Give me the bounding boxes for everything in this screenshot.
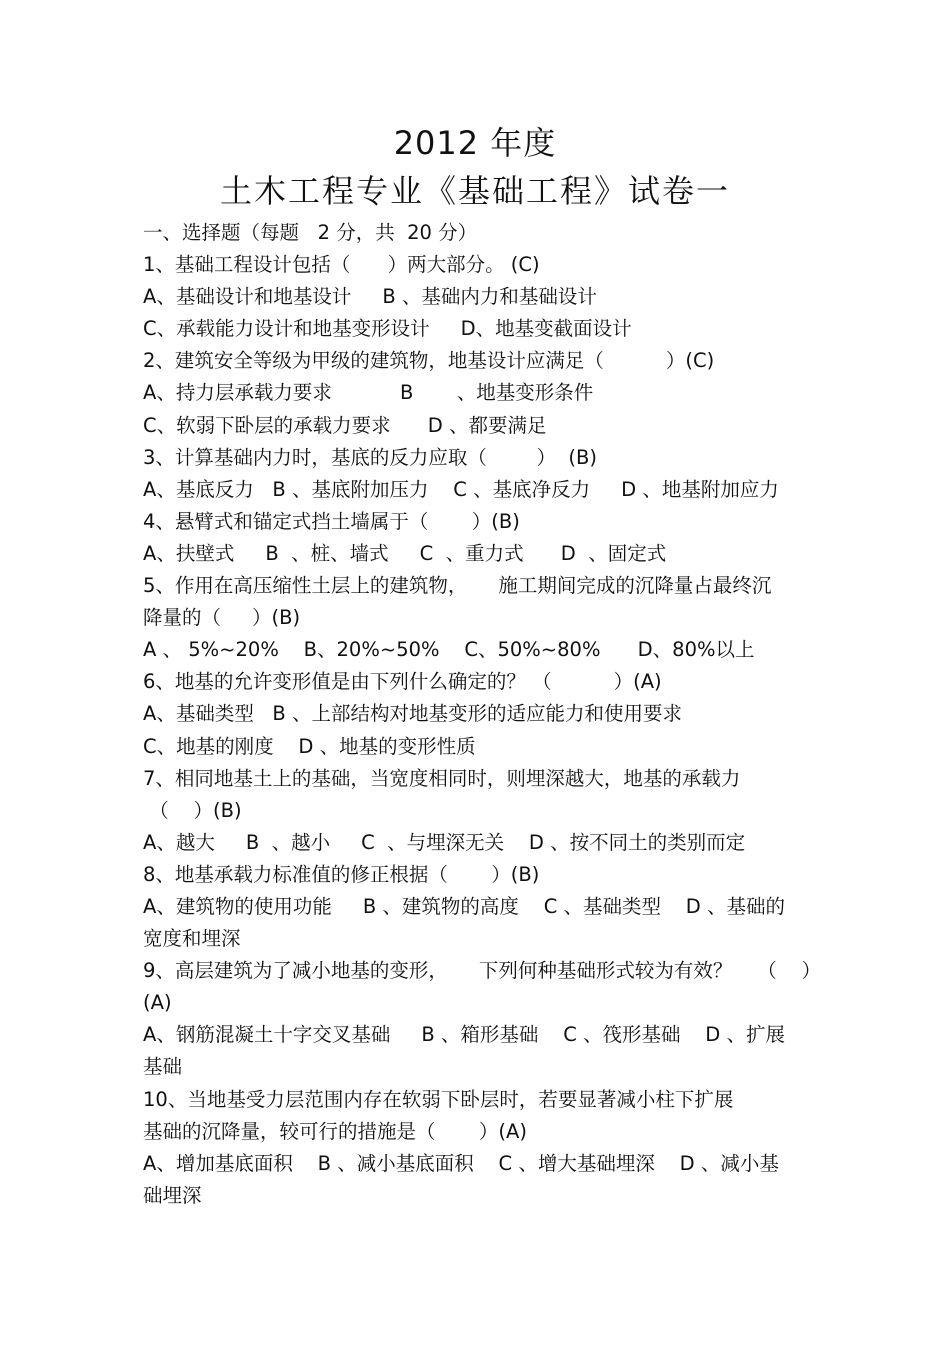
question-2-options-ab: A、持力层承载力要求 B 、地基变形条件 bbox=[143, 381, 594, 405]
section-heading: 一、选择题（每题 2 分，共 20 分） bbox=[143, 221, 478, 244]
question-2: 2、建筑安全等级为甲级的建筑物，地基设计应满足（ ）(C) bbox=[143, 349, 715, 373]
document-title-year: 2012 年度 bbox=[393, 124, 557, 162]
question-9-options: A、钢筋混凝土十字交叉基础 B 、箱形基础 C 、筏形基础 D 、扩展 bbox=[143, 1023, 786, 1047]
question-3-options: A、基底反力 B 、基底附加压力 C 、基底净反力 D 、地基附加应力 bbox=[143, 477, 779, 501]
question-8: 8、地基承载力标准值的修正根据（ ）(B) bbox=[143, 862, 540, 886]
question-10-options-continued: 础埋深 bbox=[143, 1183, 202, 1207]
question-5-options: A 、 5%~20% B、20%~50% C、50%~80% D、80%以上 bbox=[143, 638, 755, 662]
question-6-options-cd: C、地基的刚度 D 、地基的变形性质 bbox=[143, 734, 476, 758]
question-10-continued: 基础的沉降量，较可行的措施是（ ）(A) bbox=[143, 1119, 527, 1143]
question-7: 7、相同地基土上的基础，当宽度相同时，则埋深越大，地基的承载力 bbox=[143, 766, 741, 790]
question-4: 4、悬臂式和锚定式挡土墙属于（ ）(B) bbox=[143, 509, 520, 533]
question-5-continued: 降量的（ ）(B) bbox=[143, 606, 301, 630]
question-8-options: A、建筑物的使用功能 B 、建筑物的高度 C 、基础类型 D 、基础的 bbox=[143, 894, 786, 918]
question-6-options-ab: A、基础类型 B 、上部结构对地基变形的适应能力和使用要求 bbox=[143, 702, 683, 726]
question-10: 10、当地基受力层范围内存在软弱下卧层时，若要显著减小柱下扩展 bbox=[143, 1087, 734, 1111]
question-5: 5、作用在高压缩性土层上的建筑物， 施工期间完成的沉降量占最终沉 bbox=[143, 574, 772, 598]
question-6: 6、地基的允许变形值是由下列什么确定的？ （ ）(A) bbox=[143, 670, 662, 694]
question-9-options-continued: 基础 bbox=[143, 1055, 183, 1079]
question-1: 1、基础工程设计包括（ ）两大部分。 (C) bbox=[143, 253, 540, 277]
document-title: 土木工程专业《基础工程》试卷一 bbox=[219, 172, 730, 210]
question-1-options-cd: C、承载能力设计和地基变形设计 D、地基变截面设计 bbox=[143, 317, 632, 341]
question-1-options-ab: A、基础设计和地基设计 B 、基础内力和基础设计 bbox=[143, 285, 597, 309]
question-2-options-cd: C、软弱下卧层的承载力要求 D 、都要满足 bbox=[143, 413, 547, 437]
question-3: 3、计算基础内力时，基底的反力应取（ ） (B) bbox=[143, 445, 597, 469]
question-7-continued: （ ）(B) bbox=[143, 798, 242, 822]
question-8-options-continued: 宽度和埋深 bbox=[143, 927, 241, 951]
question-9-answer: (A) bbox=[143, 991, 172, 1015]
question-9: 9、高层建筑为了减小地基的变形， 下列何种基础形式较为有效？ （ ） bbox=[143, 959, 821, 983]
question-4-options: A、扶壁式 B 、桩、墙式 C 、重力式 D 、固定式 bbox=[143, 541, 667, 565]
question-10-options: A、增加基底面积 B 、减小基底面积 C 、增大基础埋深 D 、减小基 bbox=[143, 1151, 779, 1175]
question-body bbox=[143, 217, 833, 1212]
question-7-options: A、越大 B 、越小 C 、与埋深无关 D 、按不同土的类别而定 bbox=[143, 830, 746, 854]
